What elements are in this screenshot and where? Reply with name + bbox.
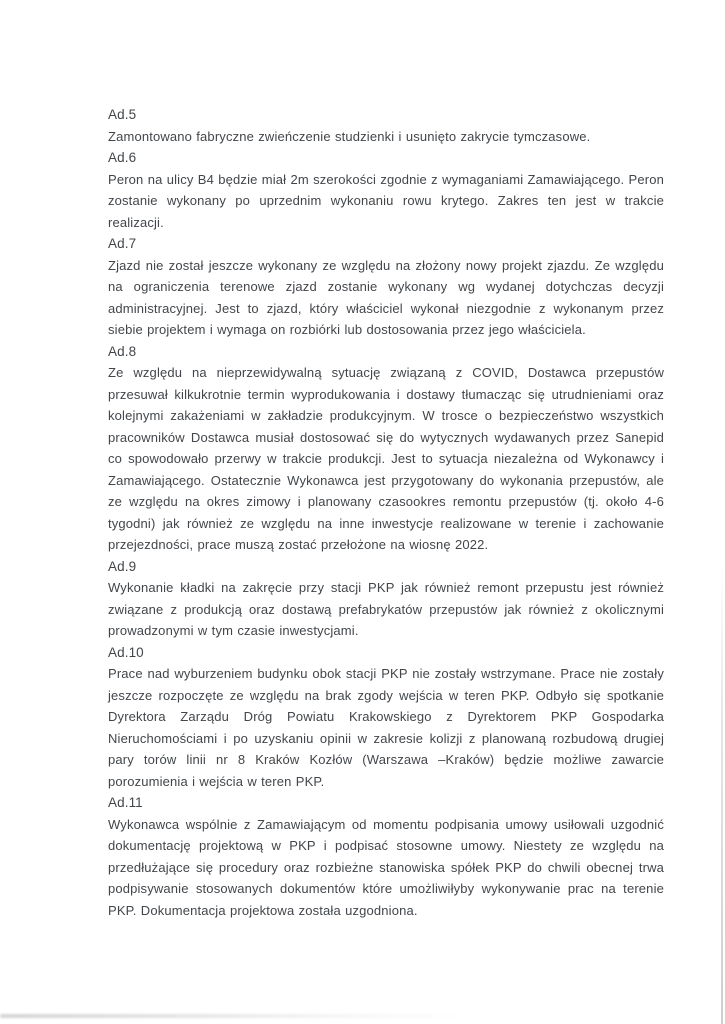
section-paragraph: Wykonawca wspólnie z Zamawiającym od momentu podpisania umowy usiłowali uzgodnić dokumentację projektową w PKP i podpisać stosowne umowy. Niestety ze względu na przedłużające się procedury oraz rozbieżne stanowiska spółek PKP do chwili obecnej trwa podpisywanie stosowanych dokumentów które umożliwiłyby wykonywanie prac na terenie PKP. Dokumentacja projektowa została uzgodniona.	[108, 816, 664, 918]
section-ad10	[108, 642, 664, 793]
section-paragraph: Ze względu na nieprzewidywalną sytuację związaną z COVID, Dostawca przepustów przesuwał kilkukrotnie termin wyprodukowania i dostawy tłumacząc się utrudnieniami oraz kolejnymi zakażeniami w zakładzie produkcyjnym. W trosce o bezpieczeństwo wszystkich pracowników Dostawca musiał dostosować się do wytycznych wydawanych przez Sanepid co spowodowało przerwy w trakcie produkcji. Jest to sytuacja niezależna od Wykonawcy i Zamawiającego. Ostatecznie Wykonawca jest przygotowany do wykonania przepustów, ale ze względu na okres zimowy i planowany czasookres remontu przepustów (tj. około 4-6 tygodni) jak również ze względu na inne inwestycje realizowane w terenie i zachowanie przejezdności, prace muszą zostać przełożone na wiosnę 2022.	[108, 365, 664, 552]
section-label: Ad.7	[108, 236, 137, 251]
section-paragraph: Peron na ulicy B4 będzie miał 2m szerokości zgodnie z wymaganiami Zamawiającego. Peron zostanie wykonany po uprzednim wykonaniu rowu krytego. Zakres ten jest w trakcie realizacji.	[108, 171, 664, 230]
section-ad9	[108, 556, 664, 642]
section-label: Ad.5	[108, 107, 137, 122]
section-paragraph: Zjazd nie został jeszcze wykonany ze względu na złożony nowy projekt zjazdu. Ze względu na ograniczenia terenowe zjazd zostanie wykonany wg wydanej dotychczas decyzji administracyjnej. Jest to zjazd, który właściciel wykonał niezgodnie z wykonanym przez siebie projektem i wymaga on rozbiórki lub dostosowania przez jego właściciela.	[108, 257, 664, 337]
document-content	[108, 104, 664, 921]
section-label: Ad.6	[108, 150, 137, 165]
scan-shadow-bottom	[0, 1014, 470, 1018]
section-label: Ad.11	[108, 795, 143, 810]
section-ad11	[108, 792, 664, 921]
section-label: Ad.8	[108, 343, 137, 359]
section-paragraph: Prace nad wyburzeniem budynku obok stacji PKP nie zostały wstrzymane. Prace nie zostały jeszcze rozpoczęte ze względu na brak zgody wejścia w teren PKP. Odbyło się spotkanie Dyrektora Zarządu Dróg Powiatu Krakowskiego z Dyrektorem PKP Gospodarka Nieruchomościami i po uzyskaniu opinii w zakresie kolizji z planowaną rozbudową drugiej pary torów linii nr 8 Kraków Kozłów (Warszawa –Kraków) będzie możliwe zawarcie porozumienia i wejścia w teren PKP.	[108, 666, 664, 789]
section-ad8	[108, 341, 664, 556]
section-ad6	[108, 147, 664, 233]
section-ad5	[108, 104, 664, 147]
section-label: Ad.9	[108, 558, 137, 574]
section-ad7	[108, 233, 664, 341]
section-paragraph: Zamontowano fabryczne zwieńczenie studzienki i usunięto zakrycie tymczasowe.	[108, 128, 591, 144]
section-paragraph: Wykonanie kładki na zakręcie przy stacji PKP jak również remont przepustu jest również związane z produkcją oraz dostawą prefabrykatów przepustów jak również z okolicznymi prowadzonymi w tym czasie inwestycjami.	[108, 580, 664, 638]
section-label: Ad.10	[108, 644, 144, 660]
scan-edge-right	[721, 560, 723, 1024]
